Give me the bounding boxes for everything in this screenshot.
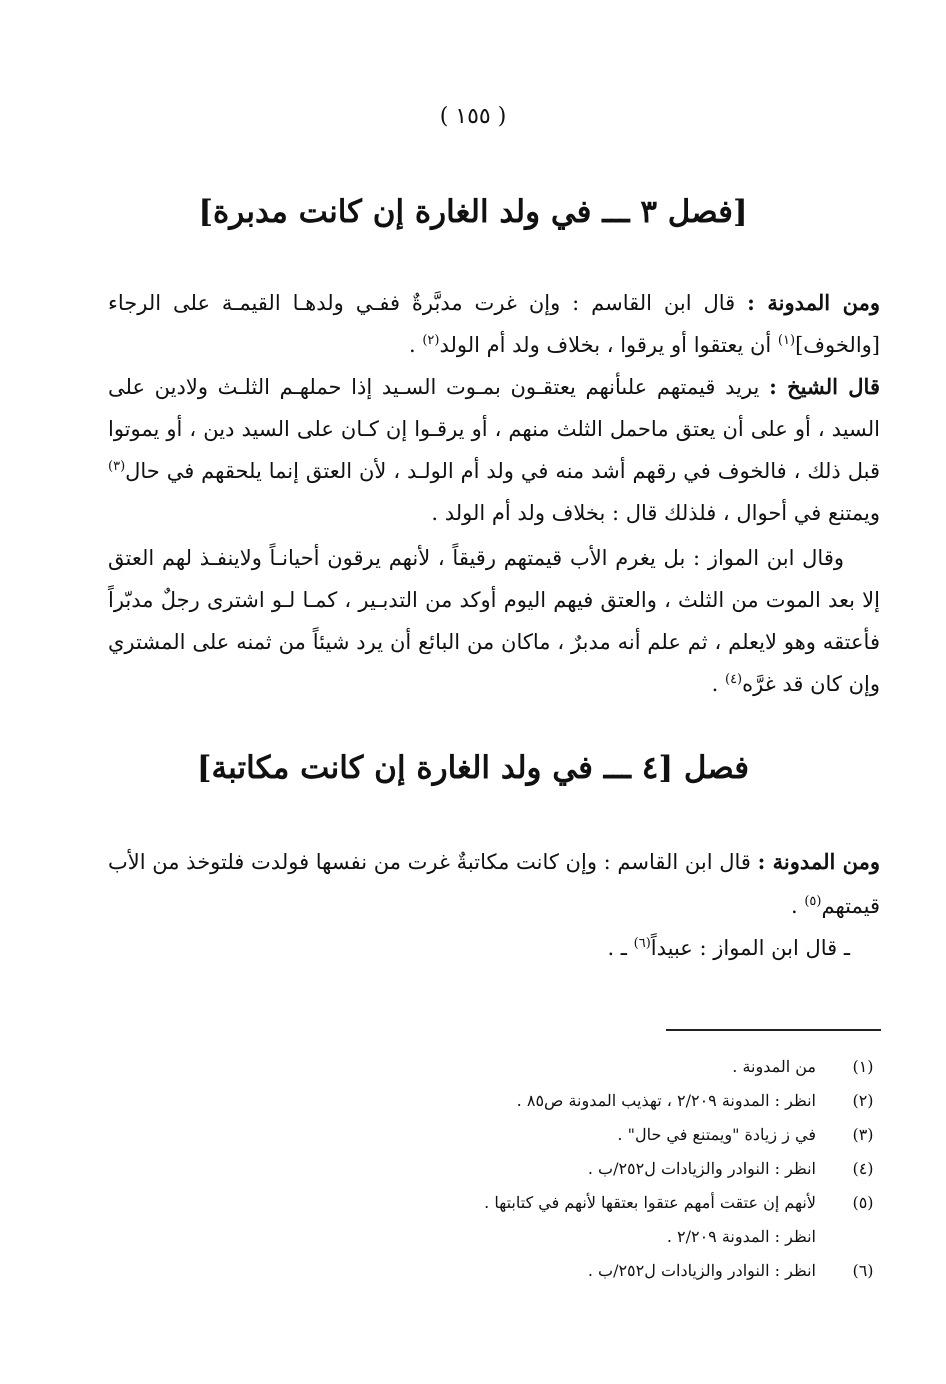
paragraph: [108, 928, 880, 968]
footnote-divider: [666, 1029, 881, 1031]
footnote: [300, 1050, 881, 1084]
paragraph-text: وقال ابن المواز : بل يغرم الأب قيمتهم رقيقاً ، لأنهم يرقون أحيانـاً ولاينفـذ لهم العتق إلا بعد الموت من الثلث ، والعتق فيهم اليوم أوكد من التدبـير ، كمـا لـو اشترى رجلٌ مدبّراً فأعتقه وهو لايعلم ، ثم علم أنه مدبرٌ ، ماكان من البائع أن يرد شيئاً من ثمنه على المشتري وإن كان قد غرَّه: [108, 546, 880, 696]
footnote-text: انظر : النوادر والزيادات ل٢٥٢/ب .: [587, 1159, 816, 1178]
paragraph-lead: ومن المدونة :: [747, 290, 880, 315]
paragraph-text: ـ .: [607, 936, 634, 960]
paragraph-text: أن يعتقوا أو يرقوا ، بخلاف ولد أم الولد: [439, 333, 778, 357]
paragraph-text: يريد قيمتهم علىأنهم يعتقـون بمـوت السـيد إذا حملهـم الثلـث ولادين على السيد ، أو على أن يعتق ماحمل الثلث منهم ، أو يرقـوا إن كـان على السيد دين ، أو يموتوا قبل ذلك ، فالخوف في رقهم أشد منه في ولد أم الولـد ، لأن العتق إنما يلحقهم في حال: [108, 375, 880, 483]
footnote: [300, 1118, 881, 1152]
paragraph-text: قال ابن القاسم : وإن غرت مدبَّرةٌ ففـي ولدهـا القيمـة على الرجاء [والخوف]: [108, 291, 880, 357]
footnote-number: (١): [852, 1057, 874, 1076]
paragraph: [108, 282, 880, 366]
paragraph-text: قال ابن القاسم : وإن كانت مكاتبةٌ غرت من نفسها فولدت فلتوخذ من الأب قيمتهم: [108, 850, 880, 918]
section-heading: [فصل ٣ ـــ في ولد الغارة إن كانت مدبرة]: [198, 194, 748, 230]
footnote-text: انظر : المدونة ٢/٢٠٩ ، تهذيب المدونة ص٨٥ .: [516, 1091, 816, 1110]
paragraph: [108, 537, 880, 705]
footnote-ref: (٥): [804, 894, 822, 909]
paragraph: [108, 840, 880, 928]
footnote-text: انظر : النوادر والزيادات ل٢٥٢/ب .: [587, 1261, 816, 1280]
paragraph-lead: ومن المدونة :: [757, 849, 881, 874]
section-heading: فصل [٤ ـــ في ولد الغارة إن كانت مكاتبة]: [196, 750, 750, 786]
footnote-ref: (١): [777, 333, 796, 348]
page-number: ( ١٥٥ ): [439, 104, 507, 129]
footnote-ref: (٦): [633, 936, 651, 951]
paragraph-text: ويمتنع في أحوال ، فلذلك قال : بخلاف ولد أم الولد .: [431, 501, 880, 525]
footnote-text: في ز زيادة "ويمتنع في حال" .: [617, 1125, 816, 1144]
paragraph-lead: قال الشيخ :: [769, 374, 880, 399]
footnote-number: (٣): [852, 1125, 874, 1144]
footnote: [300, 1152, 881, 1186]
footnote-text: من المدونة .: [732, 1057, 816, 1076]
paragraph-text: .: [408, 333, 423, 357]
footnote-number: (٤): [852, 1159, 874, 1178]
footnote-ref: (٢): [422, 333, 440, 348]
footnote-continuation: [300, 1220, 881, 1254]
paragraph-text: .: [711, 672, 725, 696]
footnote: [300, 1186, 881, 1220]
paragraph-text: ـ قال ابن المواز : عبيداً: [650, 936, 850, 960]
footnote-ref: (٣): [108, 459, 126, 474]
footnote: [300, 1084, 881, 1118]
footnote-text: انظر : المدونة ٢/٢٠٩ .: [666, 1227, 816, 1246]
footnote-number: (٥): [852, 1193, 874, 1212]
footnote-number: (٢): [852, 1091, 874, 1110]
paragraph-text: .: [790, 894, 805, 918]
footnotes: [300, 1050, 881, 1288]
footnote-number: (٦): [852, 1261, 874, 1280]
footnote-text: لأنهم إن عتقت أمهم عتقوا بعتقها لأنهم في كتابتها .: [484, 1193, 816, 1212]
footnote-ref: (٤): [724, 672, 743, 687]
paragraph: [108, 366, 880, 534]
footnote: [300, 1254, 881, 1288]
